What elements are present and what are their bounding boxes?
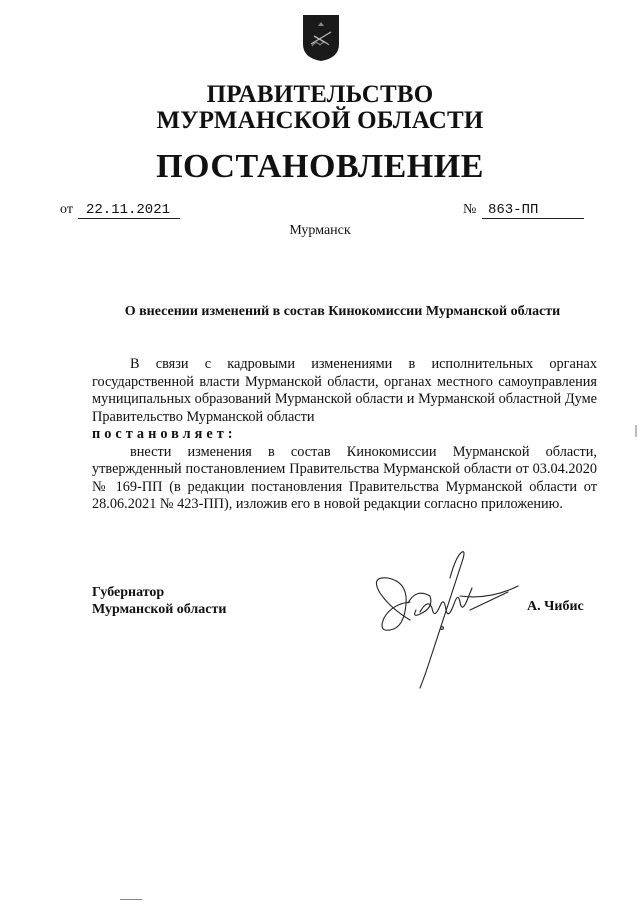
- signatory-title-line-1: Губернатор: [92, 585, 165, 600]
- footer-mark: [120, 899, 142, 900]
- resolves-word: постановляет:: [92, 426, 237, 442]
- org-line-1: ПРАВИТЕЛЬСТВО: [206, 81, 434, 108]
- clause-paragraph: внести изменения в состав Кинокомиссии Мурманской области, утвержденный постановлением Правительства Мурманской области от 03.04.2020 № 169-ПП (в редакции постановления Правительства Мурманской области от 28.06.2021 № 423-ПП), изложив его в новой редакции согласно приложению.: [92, 443, 597, 512]
- signatory-title-line-2: Мурманской области: [92, 602, 227, 617]
- date-value: 22.11.2021: [78, 202, 180, 219]
- signatory-name: А. Чибис: [527, 599, 584, 614]
- number-value: 863-ПП: [482, 202, 584, 219]
- document-subject: О внесении изменений в состав Кинокомиссии Мурманской области: [124, 304, 561, 319]
- document-type: ПОСТАНОВЛЕНИЕ: [156, 148, 484, 185]
- signature-image: [350, 548, 540, 698]
- date-label: от: [60, 202, 73, 217]
- preamble-paragraph: В связи с кадровыми изменениями в исполнительных органах государственной власти Мурманской области, органах местного самоуправления муниципальных образований Мурманской области и Мурманской областной Думе Правительство Мурманской области: [92, 356, 597, 425]
- organization-name: [0, 82, 640, 134]
- document-body: [92, 356, 597, 514]
- margin-mark: [634, 424, 638, 436]
- coat-of-arms-icon: [302, 14, 340, 62]
- signatory-title: [92, 584, 226, 618]
- number-label: №: [463, 202, 477, 217]
- org-line-2: МУРМАНСКОЙ ОБЛАСТИ: [156, 107, 484, 134]
- city: Мурманск: [289, 223, 351, 238]
